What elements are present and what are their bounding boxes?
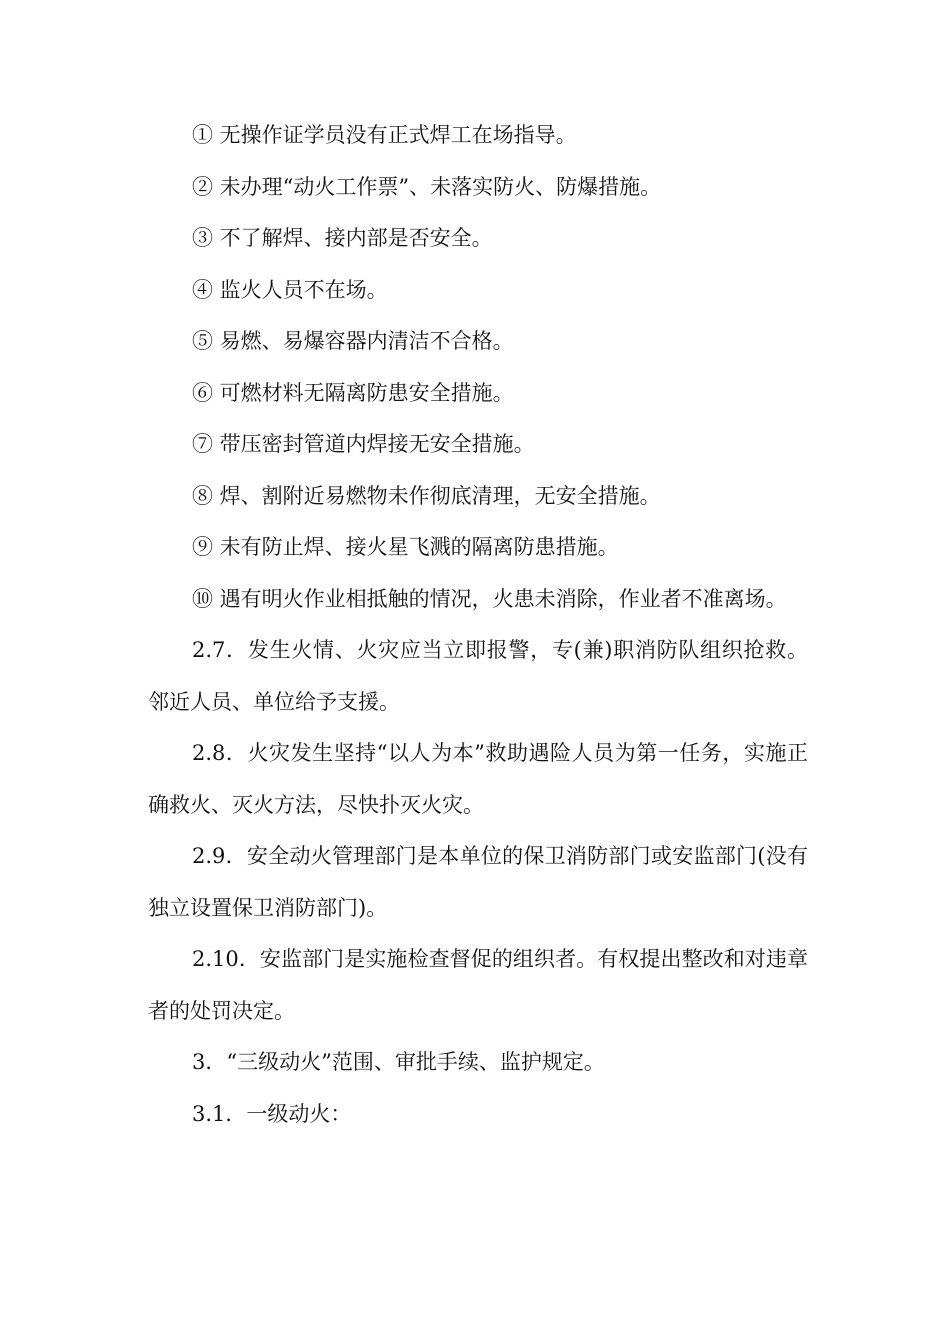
- section-2-9: 2.9．安全动火管理部门是本单位的保卫消防部门或安监部门(没有独立设置保卫消防部门)。: [148, 844, 808, 920]
- section-3-heading: 3．“三级动火”范围、审批手续、监护规定。: [192, 1050, 605, 1074]
- list-item-4: ④ 监火人员不在场。: [192, 277, 388, 302]
- section-2-10: 2.10．安监部门是实施检查督促的组织者。有权提出整改和对违章者的处罚决定。: [148, 947, 808, 1023]
- list-item-5: ⑤ 易燃、易爆容器内清洁不合格。: [192, 329, 514, 353]
- section-2-8: 2.8．火灾发生坚持“以人为本”救助遇险人员为第一任务，实施正确救火、灭火方法，尽快扑灭火灾。: [148, 741, 808, 817]
- list-item-8: ⑧ 焊、割附近易燃物未作彻底清理，无安全措施。: [192, 483, 661, 508]
- section-2-7: 2.7．发生火情、火灾应当立即报警，专(兼)职消防队组织抢救。邻近人员、单位给予支援。: [148, 638, 808, 714]
- section-3-1-heading: 3.1．一级动火：: [192, 1101, 352, 1126]
- list-item-2: ② 未办理“动火工作票”、未落实防火、防爆措施。: [192, 174, 662, 199]
- list-item-1: ① 无操作证学员没有正式焊工在场指导。: [192, 123, 577, 147]
- list-item-9: ⑨ 未有防止焊、接火星飞溅的隔离防患措施。: [192, 535, 619, 559]
- list-item-3: ③ 不了解焊、接内部是否安全。: [192, 226, 493, 250]
- list-item-7: ⑦ 带压密封管道内焊接无安全措施。: [192, 432, 535, 456]
- list-item-10: ⑩ 遇有明火作业相抵触的情况，火患未消除，作业者不准离场。: [192, 586, 787, 611]
- document-body: [148, 110, 808, 1140]
- list-item-6: ⑥ 可燃材料无隔离防患安全措施。: [192, 380, 514, 405]
